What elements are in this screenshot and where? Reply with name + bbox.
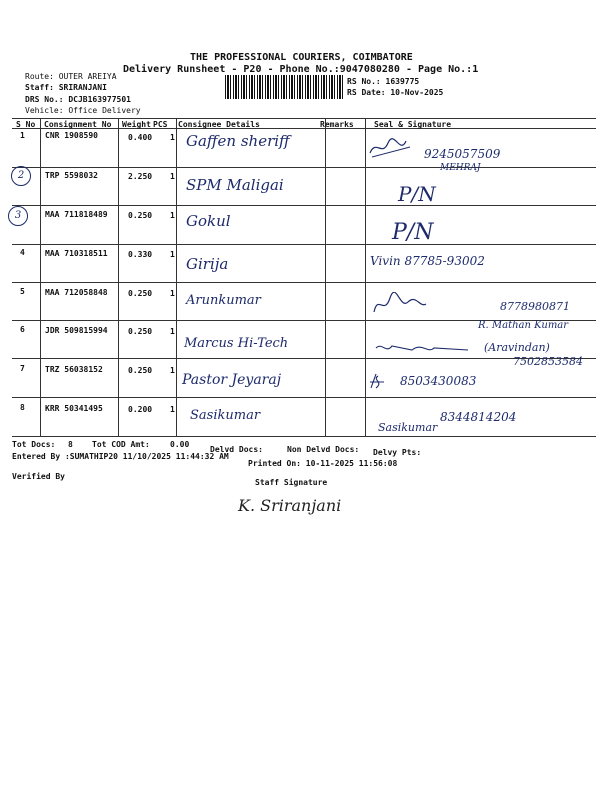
th-consignee: Consignee Details bbox=[178, 120, 260, 129]
row-sno: 5 bbox=[20, 287, 25, 296]
row-consignee: Gaffen sheriff bbox=[186, 132, 290, 150]
row-consignment-no: MAA 710318511 bbox=[45, 249, 108, 258]
row-sno: 8 bbox=[20, 403, 25, 412]
route-label: Route: OUTER AREIYA bbox=[25, 72, 117, 81]
signature-scribble bbox=[368, 372, 388, 392]
row-consignee: SPM Maligai bbox=[186, 176, 284, 194]
non-delvd-docs-label: Non Delvd Docs: bbox=[287, 445, 360, 454]
printed-on: Printed On: 10-11-2025 11:56:08 bbox=[248, 459, 398, 468]
row-pcs: 1 bbox=[170, 211, 175, 220]
row-signature-phone: 8503430083 bbox=[400, 374, 477, 388]
row-pcs: 1 bbox=[170, 405, 175, 414]
row-signature: P/N bbox=[398, 182, 436, 206]
row-signature-phone: 8344814204 bbox=[440, 410, 517, 424]
barcode bbox=[225, 75, 343, 99]
th-consignment: Consignment No bbox=[44, 120, 112, 129]
row-weight: 2.250 bbox=[128, 172, 153, 181]
row-weight: 0.330 bbox=[128, 250, 153, 259]
row-consignee: Arunkumar bbox=[186, 293, 261, 308]
th-pcs: PCS bbox=[153, 120, 168, 129]
th-weight: Weight bbox=[122, 120, 151, 129]
row-consignment-no: CNR 1908590 bbox=[45, 131, 98, 140]
delvy-pts-label: Delvy Pts: bbox=[373, 448, 422, 457]
row-pcs: 1 bbox=[170, 172, 175, 181]
row-weight: 0.200 bbox=[128, 405, 153, 414]
row-consignment-no: MAA 711818489 bbox=[45, 210, 108, 219]
staff-signature-handwritten: K. Sriranjani bbox=[238, 496, 342, 515]
delvd-docs-label: Delvd Docs: bbox=[210, 445, 263, 454]
row-signature-name: (Aravindan) bbox=[484, 341, 550, 354]
row-signature-phone: 9245057509 bbox=[424, 147, 501, 161]
row-consignee: Sasikumar bbox=[190, 408, 261, 423]
row-sno: 1 bbox=[20, 131, 25, 140]
signature-scribble bbox=[372, 338, 472, 358]
staff-signature-label: Staff Signature bbox=[255, 478, 328, 487]
row-signature: P/N bbox=[392, 220, 434, 245]
row-circle-mark: 3 bbox=[8, 206, 28, 226]
staff-label: Staff: SRIRANJANI bbox=[25, 83, 107, 92]
row-signature-name: Sasikumar bbox=[378, 421, 438, 434]
row-pcs: 1 bbox=[170, 133, 175, 142]
row-signature-phone: 7502853584 bbox=[513, 355, 583, 368]
row-consignment-no: MAA 712058848 bbox=[45, 288, 108, 297]
row-weight: 0.250 bbox=[128, 366, 153, 375]
row-consignment-no: JDR 509815994 bbox=[45, 326, 108, 335]
company-title: THE PROFESSIONAL COURIERS, COIMBATORE bbox=[190, 52, 413, 63]
row-sno: 6 bbox=[20, 325, 25, 334]
row-consignee: Pastor Jeyaraj bbox=[182, 372, 282, 388]
tot-docs-value: 8 bbox=[68, 440, 73, 449]
th-seal-signature: Seal & Signature bbox=[374, 120, 452, 129]
row-weight: 0.250 bbox=[128, 327, 153, 336]
row-weight: 0.400 bbox=[128, 133, 153, 142]
signature-scribble bbox=[366, 135, 416, 163]
rs-number: RS No.: 1639775 bbox=[347, 77, 420, 86]
th-remarks: Remarks bbox=[320, 120, 354, 129]
row-consignee: Marcus Hi-Tech bbox=[184, 336, 289, 351]
tot-cod-value: 0.00 bbox=[170, 440, 190, 449]
row-sno: 4 bbox=[20, 248, 25, 257]
row-consignment-no: TRZ 56038152 bbox=[45, 365, 103, 374]
runsheet-subtitle: Delivery Runsheet - P20 - Phone No.:9047080280 - Page No.:1 bbox=[123, 64, 479, 75]
entered-by: Entered By :SUMATHIP20 11/10/2025 11:44:32 AM bbox=[12, 452, 229, 461]
row-pcs: 1 bbox=[170, 250, 175, 259]
row-pcs: 1 bbox=[170, 366, 175, 375]
row-signature-name: R. Mathan Kumar bbox=[478, 320, 569, 331]
th-sno: S No bbox=[16, 120, 36, 129]
row-weight: 0.250 bbox=[128, 289, 153, 298]
row-circle-mark: 2 bbox=[11, 166, 31, 186]
row-consignment-no: KRR 50341495 bbox=[45, 404, 103, 413]
rs-date: RS Date: 10-Nov-2025 bbox=[347, 88, 444, 97]
drs-number: DRS No.: DCJB163977501 bbox=[25, 95, 131, 104]
signature-scribble bbox=[370, 292, 430, 318]
row-signature: Vivin 87785-93002 bbox=[370, 254, 485, 268]
tot-docs-label: Tot Docs: bbox=[12, 440, 56, 449]
row-sno: 7 bbox=[20, 364, 25, 373]
row-pcs: 1 bbox=[170, 327, 175, 336]
row-consignee: Gokul bbox=[186, 212, 231, 230]
row-signature-name: MEHRAJ bbox=[440, 163, 481, 173]
tot-cod-label: Tot COD Amt: bbox=[92, 440, 150, 449]
row-consignee: Girija bbox=[186, 255, 229, 273]
row-signature-phone: 8778980871 bbox=[500, 300, 570, 313]
verified-by-label: Verified By bbox=[12, 472, 65, 481]
row-pcs: 1 bbox=[170, 289, 175, 298]
row-consignment-no: TRP 5598032 bbox=[45, 171, 98, 180]
row-weight: 0.250 bbox=[128, 211, 153, 220]
vehicle-label: Vehicle: Office Delivery bbox=[25, 106, 141, 115]
